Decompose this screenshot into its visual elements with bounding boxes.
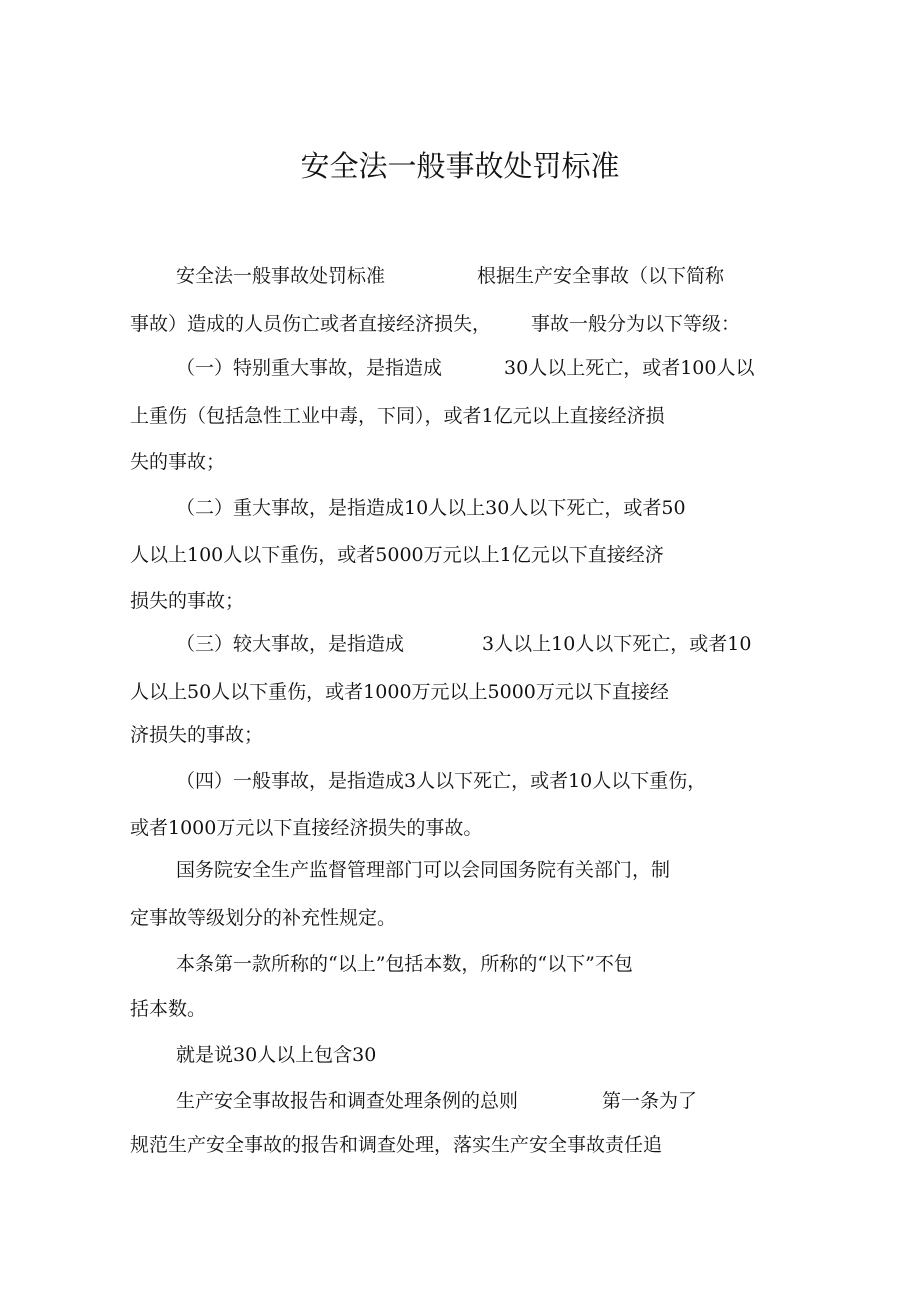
line-text: 事故）造成的人员伤亡或者直接经济损失，: [130, 313, 492, 335]
paragraph-line: 或者1000万元以下直接经济损失的事故。: [130, 817, 483, 839]
paragraph-line: （二）重大事故，是指造成10人以上30人以下死亡，或者50: [176, 497, 686, 519]
paragraph-line: [176, 354, 754, 382]
paragraph-line: 国务院安全生产监督管理部门可以会同国务院有关部门，制: [176, 859, 671, 881]
inline-heading: 生产安全事故报告和调查处理条例的总则: [176, 1090, 519, 1112]
paragraph-line: 上重伤（包括急性工业中毒，下同），或者1亿元以上直接经济损: [130, 405, 665, 427]
paragraph-line: 括本数。: [130, 998, 207, 1020]
line-text: 根据生产安全事故（以下简称: [477, 265, 725, 287]
line-text: 3人以上10人以下死亡，或者10: [482, 633, 752, 655]
line-text: 第一条为了: [602, 1090, 698, 1112]
paragraph-line: 济损失的事故；: [130, 724, 264, 746]
line-text: 事故一般分为以下等级：: [531, 313, 741, 335]
paragraph-line: [176, 630, 751, 658]
paragraph-line: （四）一般事故，是指造成3人以下死亡，或者10人以下重伤，: [176, 770, 707, 792]
paragraph-line: 人以上100人以下重伤，或者5000万元以上1亿元以下直接经济: [130, 544, 664, 566]
paragraph-line: 失的事故；: [130, 451, 226, 473]
paragraph-line: 本条第一款所称的“以上”包括本数，所称的“以下”不包: [176, 953, 633, 975]
line-text: （一）特别重大事故，是指造成: [176, 357, 443, 379]
paragraph-line: 就是说30人以上包含30: [176, 1044, 377, 1066]
line-text: （三）较大事故，是指造成: [176, 633, 405, 655]
document-title: 安全法一般事故处罚标准: [300, 149, 620, 183]
paragraph-line: [176, 262, 724, 290]
paragraph-line: 规范生产安全事故的报告和调查处理，落实生产安全事故责任追: [130, 1134, 663, 1156]
paragraph-line: [130, 310, 740, 338]
inline-heading: 安全法一般事故处罚标准: [176, 265, 386, 287]
paragraph-line: 定事故等级划分的补充性规定。: [130, 907, 397, 929]
paragraph-line: [176, 1087, 697, 1115]
paragraph-line: 损失的事故；: [130, 590, 245, 612]
line-text: 30人以上死亡，或者100人以: [504, 357, 755, 379]
paragraph-line: 人以上50人以下重伤，或者1000万元以上5000万元以下直接经: [130, 681, 669, 703]
